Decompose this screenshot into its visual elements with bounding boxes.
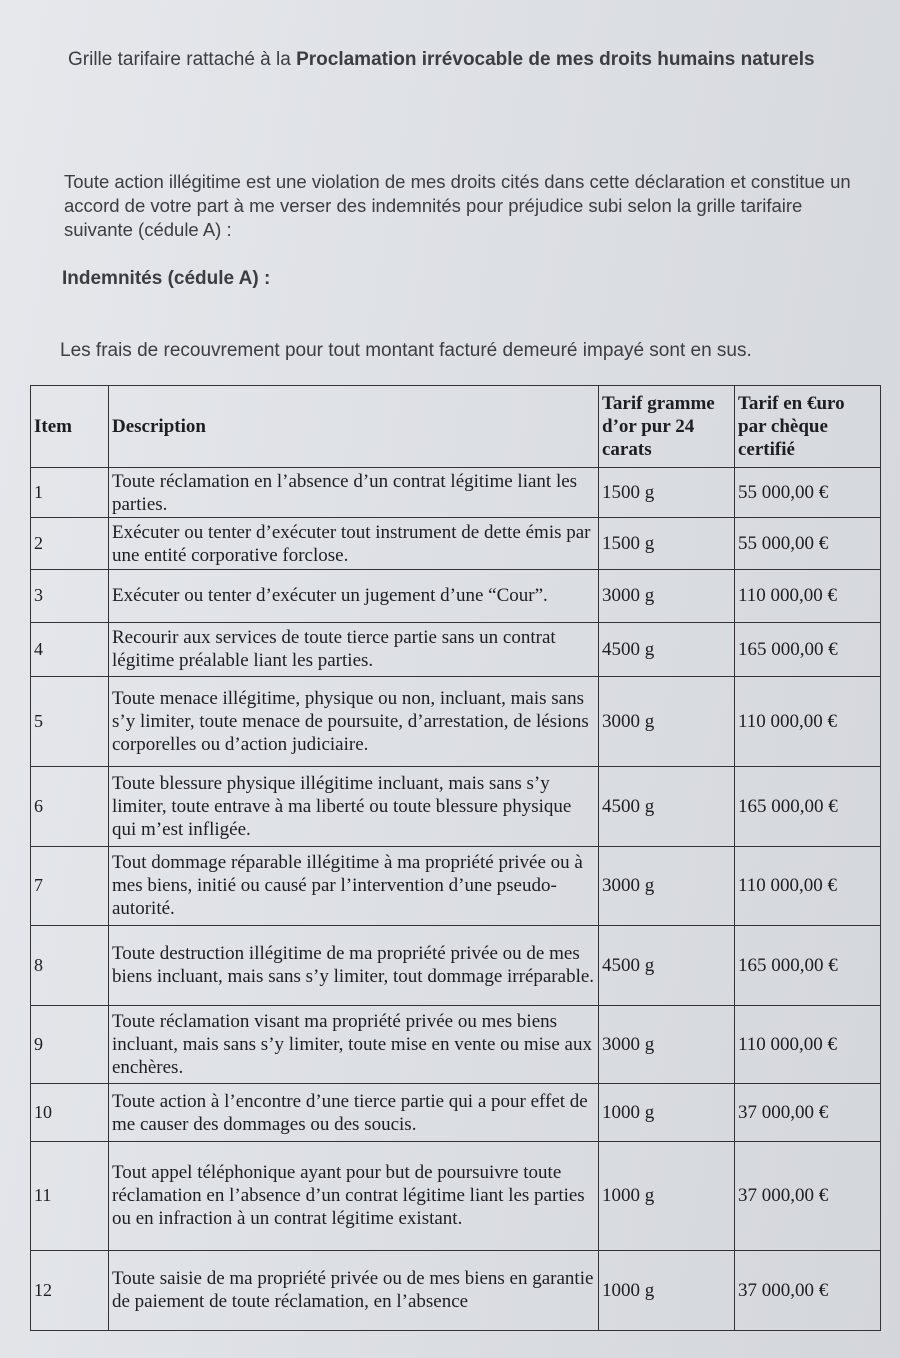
row-description: Exécuter ou tenter d’exécuter un jugement d’une “Cour”. [109, 570, 599, 622]
row-description: Toute destruction illégitime de ma propriété privée ou de mes biens incluant, mais sans s’y limiter, tout dommage irréparable. [109, 925, 599, 1005]
row-euro-rate: 55 000,00 € [735, 518, 881, 570]
row-description: Exécuter ou tenter d’exécuter tout instrument de dette émis par une entité corporative forclose. [109, 518, 599, 570]
row-description: Recourir aux services de toute tierce partie sans un contrat légitime préalable liant les parties. [109, 622, 599, 676]
row-euro-rate: 110 000,00 € [735, 1005, 881, 1083]
row-item-number: 2 [31, 518, 109, 570]
row-euro-rate: 110 000,00 € [735, 847, 881, 925]
table-row [31, 570, 881, 622]
row-gold-rate: 1000 g [599, 1250, 735, 1330]
row-gold-rate: 1500 g [599, 468, 735, 518]
tariff-table [30, 385, 881, 1331]
row-item-number: 8 [31, 925, 109, 1005]
row-euro-rate: 37 000,00 € [735, 1142, 881, 1250]
row-item-number: 1 [31, 468, 109, 518]
row-gold-rate: 3000 g [599, 676, 735, 766]
row-item-number: 5 [31, 676, 109, 766]
table-row [31, 925, 881, 1005]
table-row [31, 676, 881, 766]
table-row [31, 1084, 881, 1142]
section-heading: Indemnités (cédule A) : [62, 268, 271, 289]
row-item-number: 11 [31, 1142, 109, 1250]
row-euro-rate: 55 000,00 € [735, 468, 881, 518]
row-gold-rate: 3000 g [599, 1005, 735, 1083]
row-item-number: 12 [31, 1250, 109, 1330]
row-euro-rate: 165 000,00 € [735, 622, 881, 676]
document-title [68, 48, 848, 72]
row-description: Toute réclamation visant ma propriété privée ou mes biens incluant, mais sans s’y limiter, toute mise en vente ou mise aux enchères. [109, 1005, 599, 1083]
row-description: Toute saisie de ma propriété privée ou de mes biens en garantie de paiement de toute réclamation, en l’absence [109, 1250, 599, 1330]
table-row [31, 1142, 881, 1250]
row-gold-rate: 1000 g [599, 1142, 735, 1250]
row-description: Tout dommage réparable illégitime à ma propriété privée ou à mes biens, initié ou causé par l’intervention d’une pseudo-autorité. [109, 847, 599, 925]
row-item-number: 3 [31, 570, 109, 622]
row-gold-rate: 3000 g [599, 570, 735, 622]
row-gold-rate: 4500 g [599, 622, 735, 676]
row-description: Toute action à l’encontre d’une tierce partie qui a pour effet de me causer des dommages ou des soucis. [109, 1084, 599, 1142]
header-gold-rate: Tarif gramme d’or pur 24 carats [599, 386, 735, 468]
row-euro-rate: 165 000,00 € [735, 767, 881, 847]
row-item-number: 10 [31, 1084, 109, 1142]
row-euro-rate: 165 000,00 € [735, 925, 881, 1005]
row-gold-rate: 1500 g [599, 518, 735, 570]
row-gold-rate: 4500 g [599, 925, 735, 1005]
table-row [31, 468, 881, 518]
row-item-number: 6 [31, 767, 109, 847]
row-euro-rate: 110 000,00 € [735, 570, 881, 622]
title-prefix: Grille tarifaire rattaché à la [68, 49, 297, 70]
table-header-row [31, 386, 881, 468]
row-gold-rate: 3000 g [599, 847, 735, 925]
table-row [31, 847, 881, 925]
row-item-number: 7 [31, 847, 109, 925]
table-row [31, 1005, 881, 1083]
header-description: Description [109, 386, 599, 468]
row-description: Toute menace illégitime, physique ou non, incluant, mais sans s’y limiter, toute menace de poursuite, d’arrestation, de lésions corporelles ou d’action judiciaire. [109, 676, 599, 766]
fees-note: Les frais de recouvrement pour tout montant facturé demeuré impayé sont en sus. [60, 340, 752, 361]
table-row [31, 622, 881, 676]
row-gold-rate: 1000 g [599, 1084, 735, 1142]
row-euro-rate: 37 000,00 € [735, 1084, 881, 1142]
row-gold-rate: 4500 g [599, 767, 735, 847]
table-row [31, 767, 881, 847]
header-item: Item [31, 386, 109, 468]
header-euro-rate: Tarif en €uro par chèque certifié [735, 386, 881, 468]
row-euro-rate: 110 000,00 € [735, 676, 881, 766]
table-row [31, 518, 881, 570]
title-bold: Proclamation irrévocable de mes droits humains naturels [296, 49, 815, 70]
row-euro-rate: 37 000,00 € [735, 1250, 881, 1330]
table-row [31, 1250, 881, 1330]
intro-paragraph: Toute action illégitime est une violation de mes droits cités dans cette déclaration et constitue un accord de votre part à me verser des indemnités pour préjudice subi selon la grille tarifaire suivante (cédule A) : [64, 171, 851, 240]
row-item-number: 9 [31, 1005, 109, 1083]
row-description: Toute réclamation en l’absence d’un contrat légitime liant les parties. [109, 468, 599, 518]
row-description: Tout appel téléphonique ayant pour but de poursuivre toute réclamation en l’absence d’un contrat légitime liant les parties ou en infraction à un contrat légitime existant. [109, 1142, 599, 1250]
row-description: Toute blessure physique illégitime incluant, mais sans s’y limiter, toute entrave à ma liberté ou toute blessure physique qui m’est infligée. [109, 767, 599, 847]
row-item-number: 4 [31, 622, 109, 676]
